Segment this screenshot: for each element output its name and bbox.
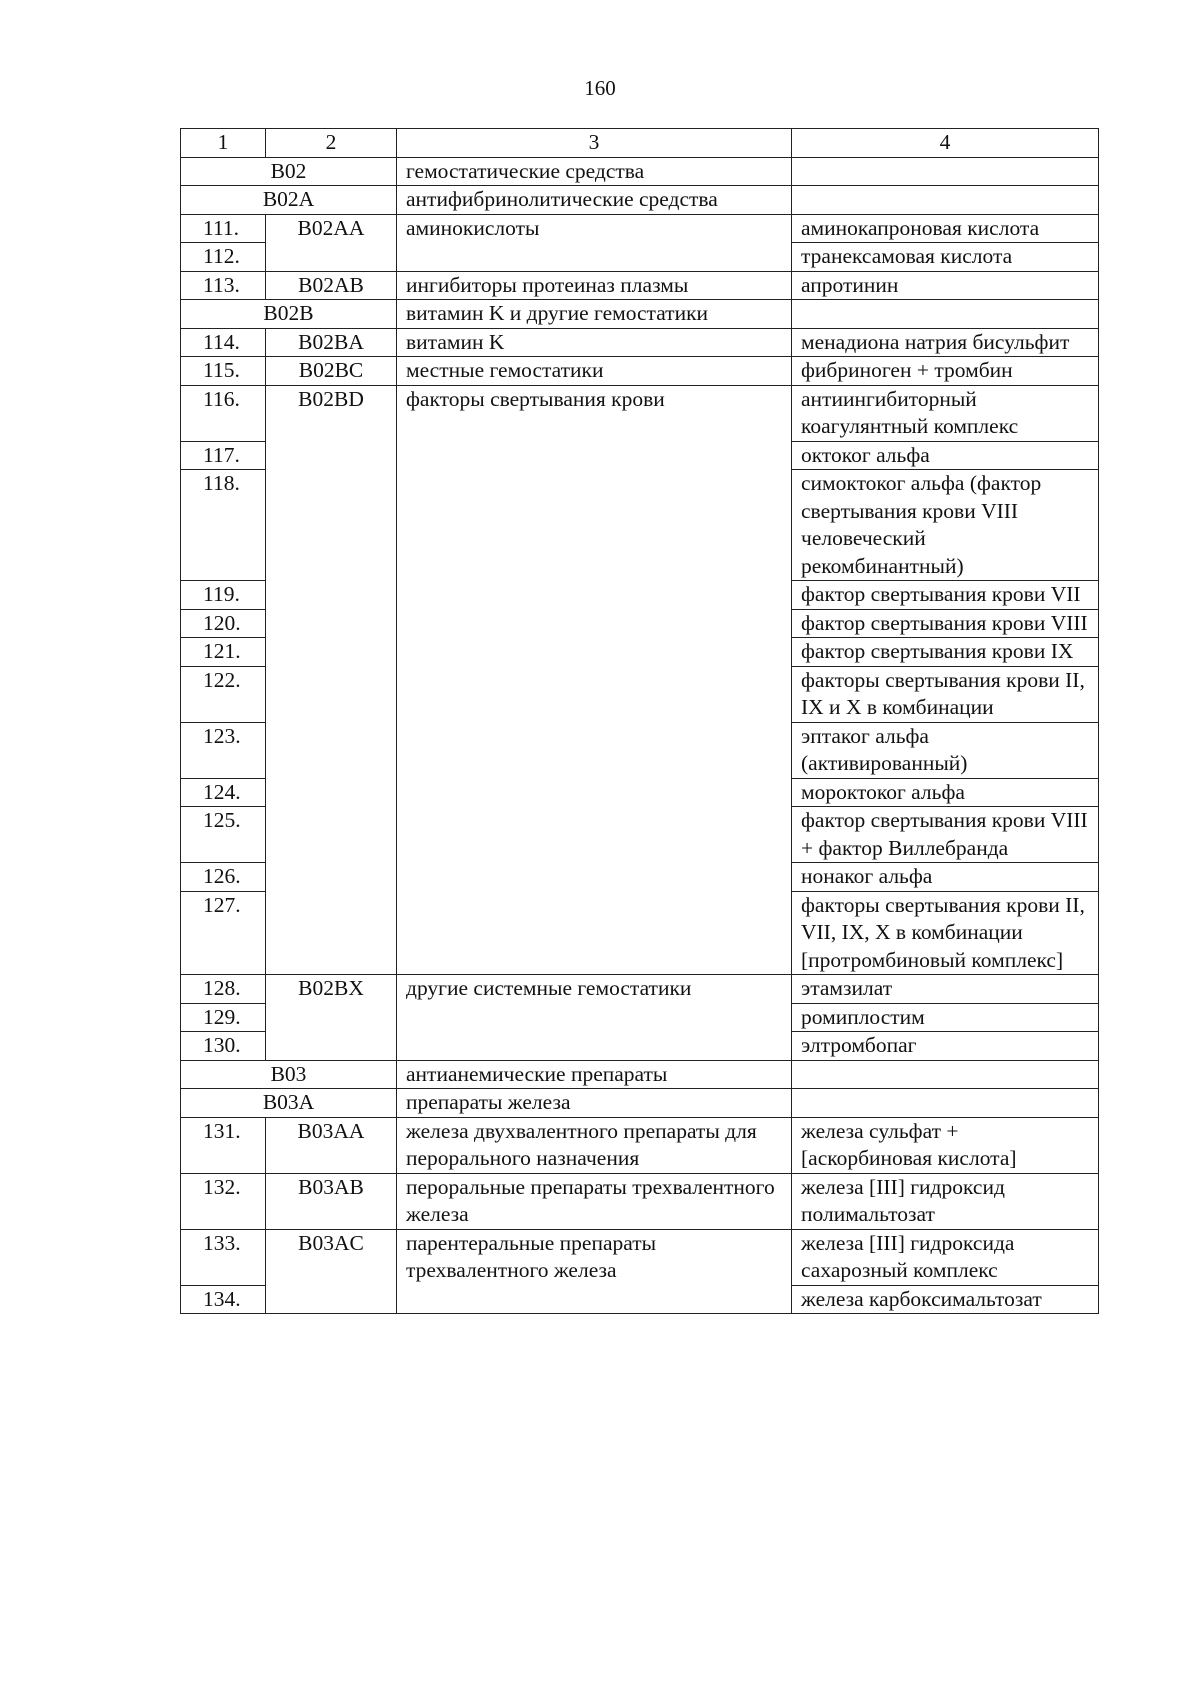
group-description: антианемические препараты — [397, 1060, 792, 1089]
group-drug — [792, 157, 1099, 186]
row-number: 126. — [181, 863, 266, 892]
atc-code: B02AA — [266, 214, 397, 271]
row-number: 115. — [181, 357, 266, 386]
group-description: витамин K и другие гемостатики — [397, 300, 792, 329]
medicinal-product: этамзилат — [792, 975, 1099, 1004]
group-description: антифибринолитические средства — [397, 186, 792, 215]
group-code: B02B — [181, 300, 397, 329]
medicinal-product: фибриноген + тромбин — [792, 357, 1099, 386]
column-header-4: 4 — [792, 129, 1099, 158]
atc-code: B02BD — [266, 385, 397, 975]
group-code: B03A — [181, 1089, 397, 1118]
row-number: 124. — [181, 778, 266, 807]
medicinal-product: антиингибиторный коагулянтный комплекс — [792, 385, 1099, 441]
table-row — [181, 1117, 1099, 1173]
row-number: 112. — [181, 243, 266, 272]
atc-code: B02AB — [266, 271, 397, 300]
medicinal-product: железа [III] гидроксида сахарозный комплекс — [792, 1229, 1099, 1285]
row-number: 127. — [181, 891, 266, 975]
row-number: 117. — [181, 441, 266, 470]
atc-code: B03AC — [266, 1229, 397, 1314]
row-number: 123. — [181, 722, 266, 778]
medicinal-product: элтромбопаг — [792, 1032, 1099, 1061]
anatomical-therapeutic-group: аминокислоты — [397, 214, 792, 271]
anatomical-therapeutic-group: пероральные препараты трехвалентного железа — [397, 1173, 792, 1229]
group-description: препараты железа — [397, 1089, 792, 1118]
anatomical-therapeutic-group: факторы свертывания крови — [397, 385, 792, 975]
table-row — [181, 271, 1099, 300]
medicinal-product: факторы свертывания крови II, VII, IX, X в комбинации [протромбиновый комплекс] — [792, 891, 1099, 975]
table-row — [181, 385, 1099, 441]
row-number: 134. — [181, 1285, 266, 1314]
group-row — [181, 1060, 1099, 1089]
medicinal-product: фактор свертывания крови IX — [792, 638, 1099, 667]
anatomical-therapeutic-group: ингибиторы протеиназ плазмы — [397, 271, 792, 300]
table-row — [181, 1229, 1099, 1285]
header-row — [181, 129, 1099, 158]
group-description: гемостатические средства — [397, 157, 792, 186]
anatomical-therapeutic-group: парентеральные препараты трехвалентного железа — [397, 1229, 792, 1314]
group-drug — [792, 1089, 1099, 1118]
row-number: 116. — [181, 385, 266, 441]
anatomical-therapeutic-group: местные гемостатики — [397, 357, 792, 386]
row-number: 132. — [181, 1173, 266, 1229]
column-header-3: 3 — [397, 129, 792, 158]
row-number: 120. — [181, 609, 266, 638]
table-row — [181, 328, 1099, 357]
medicinal-product: железа [III] гидроксид полимальтозат — [792, 1173, 1099, 1229]
row-number: 111. — [181, 214, 266, 243]
medicinal-product: фактор свертывания крови VIII — [792, 609, 1099, 638]
group-code: B02 — [181, 157, 397, 186]
group-row — [181, 157, 1099, 186]
row-number: 119. — [181, 581, 266, 610]
medicinal-product: транексамовая кислота — [792, 243, 1099, 272]
table-row — [181, 975, 1099, 1004]
column-header-1: 1 — [181, 129, 266, 158]
row-number: 122. — [181, 666, 266, 722]
atc-code: B03AA — [266, 1117, 397, 1173]
page-number: 160 — [584, 76, 616, 100]
row-number: 121. — [181, 638, 266, 667]
medicinal-product: эптаког альфа (активированный) — [792, 722, 1099, 778]
row-number: 114. — [181, 328, 266, 357]
drug-classification-table — [180, 128, 1099, 1314]
group-row — [181, 186, 1099, 215]
medicinal-product: железа сульфат + [аскорбиновая кислота] — [792, 1117, 1099, 1173]
medicinal-product: ромиплостим — [792, 1003, 1099, 1032]
row-number: 130. — [181, 1032, 266, 1061]
group-code: B02A — [181, 186, 397, 215]
row-number: 113. — [181, 271, 266, 300]
medicinal-product: аминокапроновая кислота — [792, 214, 1099, 243]
medicinal-product: апротинин — [792, 271, 1099, 300]
table-row — [181, 214, 1099, 243]
group-code: B03 — [181, 1060, 397, 1089]
medicinal-product: нонаког альфа — [792, 863, 1099, 892]
group-drug — [792, 186, 1099, 215]
medicinal-product: октоког альфа — [792, 441, 1099, 470]
group-row — [181, 300, 1099, 329]
atc-code: B02BC — [266, 357, 397, 386]
group-row — [181, 1089, 1099, 1118]
medicinal-product: менадиона натрия бисульфит — [792, 328, 1099, 357]
anatomical-therapeutic-group: железа двухвалентного препараты для перорального назначения — [397, 1117, 792, 1173]
table-row — [181, 1173, 1099, 1229]
atc-code: B03AB — [266, 1173, 397, 1229]
table-row — [181, 357, 1099, 386]
medicinal-product: мороктоког альфа — [792, 778, 1099, 807]
group-drug — [792, 300, 1099, 329]
row-number: 131. — [181, 1117, 266, 1173]
row-number: 133. — [181, 1229, 266, 1285]
row-number: 125. — [181, 807, 266, 863]
anatomical-therapeutic-group: витамин K — [397, 328, 792, 357]
atc-code: B02BA — [266, 328, 397, 357]
anatomical-therapeutic-group: другие системные гемостатики — [397, 975, 792, 1061]
row-number: 128. — [181, 975, 266, 1004]
medicinal-product: железа карбоксимальтозат — [792, 1285, 1099, 1314]
row-number: 118. — [181, 470, 266, 581]
row-number: 129. — [181, 1003, 266, 1032]
medicinal-product: факторы свертывания крови II, IX и X в комбинации — [792, 666, 1099, 722]
medicinal-product: фактор свертывания крови VII — [792, 581, 1099, 610]
group-drug — [792, 1060, 1099, 1089]
medicinal-product: фактор свертывания крови VIII + фактор Виллебранда — [792, 807, 1099, 863]
column-header-2: 2 — [266, 129, 397, 158]
atc-code: B02BX — [266, 975, 397, 1061]
medicinal-product: симоктоког альфа (фактор свертывания крови VIII человеческий рекомбинантный) — [792, 470, 1099, 581]
